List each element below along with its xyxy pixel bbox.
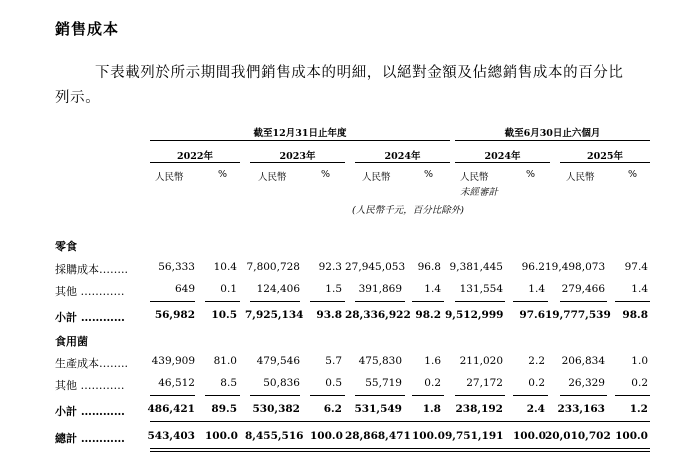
table-cell: 7,800,728 bbox=[246, 261, 300, 273]
total-rule-top bbox=[150, 421, 650, 422]
row-label: 小計 ………… bbox=[55, 405, 125, 418]
table-cell: 531,549 bbox=[354, 403, 402, 415]
row-label: 其他 ………… bbox=[55, 379, 125, 392]
table-cell: 46,512 bbox=[158, 377, 195, 389]
table-cell: 27,172 bbox=[466, 377, 503, 389]
table-cell: 56,982 bbox=[154, 309, 195, 321]
table-cell: 27,945,053 bbox=[345, 261, 406, 273]
table-cell: 0.2 bbox=[528, 377, 545, 389]
half-year-period-header: 截至6月30日止六個月 bbox=[504, 128, 601, 139]
table-cell: 0.5 bbox=[325, 377, 342, 389]
subtotal-rule-top bbox=[355, 301, 405, 302]
table-cell: 439,909 bbox=[151, 355, 195, 367]
year-header-2024-half: 2024年 bbox=[484, 151, 521, 162]
table-cell: 96.2 bbox=[521, 261, 545, 273]
annual-header-rule bbox=[150, 140, 450, 141]
col-pct-3: % bbox=[424, 169, 434, 180]
subtotal-rule-top bbox=[513, 301, 548, 302]
subtotal-rule-top bbox=[310, 301, 345, 302]
year-rule-1 bbox=[150, 162, 240, 163]
subtotal-rule-top bbox=[310, 395, 345, 396]
table-cell: 9,381,445 bbox=[449, 261, 503, 273]
year-rule-5 bbox=[560, 162, 650, 163]
table-cell: 238,192 bbox=[455, 403, 503, 415]
year-header-2025-half: 2025年 bbox=[587, 151, 623, 162]
table-cell: 97.6 bbox=[519, 309, 545, 321]
table-cell: 1.2 bbox=[629, 403, 648, 415]
subtotal-rule-top bbox=[150, 395, 195, 396]
col-pct-2: % bbox=[321, 169, 331, 180]
table-cell: 124,406 bbox=[256, 283, 300, 295]
table-cell: 1.4 bbox=[424, 283, 441, 295]
table-cell: 543,403 bbox=[147, 430, 195, 442]
table-cell: 98.2 bbox=[415, 309, 441, 321]
table-cell: 98.8 bbox=[622, 309, 648, 321]
year-rule-4 bbox=[455, 162, 550, 163]
col-pct-4: % bbox=[526, 169, 536, 180]
section-heading: 銷售成本 bbox=[55, 20, 120, 38]
col-rmb-4: 人民幣 bbox=[460, 172, 489, 183]
table-cell: 93.8 bbox=[316, 309, 342, 321]
total-rule-bottom-1 bbox=[150, 448, 650, 449]
half-year-header-rule bbox=[455, 140, 650, 141]
subtotal-rule-top bbox=[205, 301, 240, 302]
subtotal-rule-top bbox=[250, 301, 300, 302]
table-cell: 10.5 bbox=[211, 309, 237, 321]
subtotal-rule-top bbox=[412, 395, 444, 396]
col-rmb-5: 人民幣 bbox=[566, 172, 595, 183]
col-rmb-1: 人民幣 bbox=[155, 172, 184, 183]
table-cell: 50,836 bbox=[263, 377, 300, 389]
subtotal-rule-top bbox=[250, 395, 300, 396]
unaudited-note: 未經審計 bbox=[460, 187, 499, 198]
intro-paragraph-line-2: 列示。 bbox=[55, 90, 101, 106]
table-cell: 1.8 bbox=[422, 403, 441, 415]
table-cell: 1.6 bbox=[424, 355, 441, 367]
table-cell: 6.2 bbox=[323, 403, 342, 415]
table-cell: 7,925,134 bbox=[245, 309, 304, 321]
table-cell: 100.0 bbox=[513, 430, 546, 442]
total-label: 總計 ………… bbox=[55, 432, 125, 445]
year-rule-3 bbox=[355, 162, 450, 163]
table-cell: 486,421 bbox=[147, 403, 195, 415]
col-rmb-2: 人民幣 bbox=[258, 172, 287, 183]
table-cell: 19,777,539 bbox=[545, 309, 611, 321]
table-cell: 19,498,073 bbox=[545, 261, 606, 273]
table-cell: 8,455,516 bbox=[245, 430, 304, 442]
table-cell: 55,719 bbox=[365, 377, 402, 389]
year-header-2023: 2023年 bbox=[279, 151, 316, 162]
unit-note: (人民幣千元，百分比除外) bbox=[352, 205, 464, 216]
table-cell: 2.2 bbox=[528, 355, 545, 367]
table-cell: 10.4 bbox=[213, 261, 237, 273]
subtotal-rule-top bbox=[355, 395, 405, 396]
subtotal-rule-top bbox=[560, 301, 607, 302]
annual-period-header: 截至12月31日止年度 bbox=[253, 128, 347, 139]
table-cell: 96.8 bbox=[417, 261, 441, 273]
table-cell: 92.3 bbox=[318, 261, 342, 273]
table-cell: 1.5 bbox=[325, 283, 342, 295]
table-cell: 5.7 bbox=[325, 355, 342, 367]
table-cell: 81.0 bbox=[213, 355, 237, 367]
table-cell: 530,382 bbox=[252, 403, 300, 415]
table-cell: 8.5 bbox=[220, 377, 237, 389]
table-cell: 0.1 bbox=[220, 283, 237, 295]
year-header-2024: 2024年 bbox=[384, 151, 421, 162]
subtotal-rule-top bbox=[615, 395, 650, 396]
subtotal-rule-top bbox=[150, 301, 195, 302]
subtotal-rule-top bbox=[513, 395, 548, 396]
table-cell: 28,868,471 bbox=[345, 430, 411, 442]
table-cell: 0.2 bbox=[424, 377, 441, 389]
table-cell: 100.0 bbox=[412, 430, 445, 442]
subtotal-rule-top bbox=[455, 395, 505, 396]
table-cell: 100.0 bbox=[310, 430, 343, 442]
table-cell: 1.0 bbox=[631, 355, 648, 367]
intro-paragraph-line-1: 下表載列於所示期間我們銷售成本的明細，以絕對金額及佔總銷售成本的百分比 bbox=[95, 65, 624, 81]
col-pct-1: % bbox=[218, 169, 228, 180]
table-cell: 100.0 bbox=[615, 430, 648, 442]
table-cell: 100.0 bbox=[205, 430, 238, 442]
subtotal-rule-top bbox=[412, 301, 444, 302]
total-rule-bottom-2 bbox=[150, 451, 650, 452]
table-cell: 97.4 bbox=[624, 261, 648, 273]
col-rmb-3: 人民幣 bbox=[362, 172, 391, 183]
table-cell: 2.4 bbox=[526, 403, 545, 415]
table-cell: 475,830 bbox=[358, 355, 402, 367]
table-cell: 649 bbox=[174, 283, 195, 295]
table-cell: 9,512,999 bbox=[445, 309, 504, 321]
subtotal-rule-top bbox=[455, 301, 505, 302]
section-snacks-label: 零食 bbox=[55, 240, 77, 253]
table-cell: 9,751,191 bbox=[445, 430, 504, 442]
section-mushroom-label: 食用菌 bbox=[55, 335, 88, 348]
row-label: 小計 ………… bbox=[55, 311, 125, 324]
subtotal-rule-top bbox=[560, 395, 607, 396]
year-rule-2 bbox=[250, 162, 345, 163]
year-header-2022: 2022年 bbox=[177, 151, 213, 162]
table-cell: 233,163 bbox=[557, 403, 605, 415]
table-cell: 28,336,922 bbox=[345, 309, 411, 321]
table-cell: 211,020 bbox=[459, 355, 503, 367]
row-label: 採購成本…….. bbox=[55, 263, 128, 276]
table-cell: 26,329 bbox=[568, 377, 605, 389]
subtotal-rule-top bbox=[615, 301, 650, 302]
table-cell: 56,333 bbox=[158, 261, 195, 273]
subtotal-rule-top bbox=[205, 395, 240, 396]
table-cell: 20,010,702 bbox=[545, 430, 611, 442]
table-cell: 206,834 bbox=[561, 355, 605, 367]
table-cell: 479,546 bbox=[256, 355, 300, 367]
table-cell: 89.5 bbox=[211, 403, 237, 415]
table-cell: 391,869 bbox=[358, 283, 402, 295]
table-cell: 131,554 bbox=[459, 283, 503, 295]
table-cell: 279,466 bbox=[561, 283, 605, 295]
row-label: 生產成本…….. bbox=[55, 357, 128, 370]
col-pct-5: % bbox=[628, 169, 638, 180]
row-label: 其他 ………… bbox=[55, 285, 125, 298]
table-cell: 1.4 bbox=[631, 283, 648, 295]
table-cell: 0.2 bbox=[631, 377, 648, 389]
table-cell: 1.4 bbox=[528, 283, 545, 295]
